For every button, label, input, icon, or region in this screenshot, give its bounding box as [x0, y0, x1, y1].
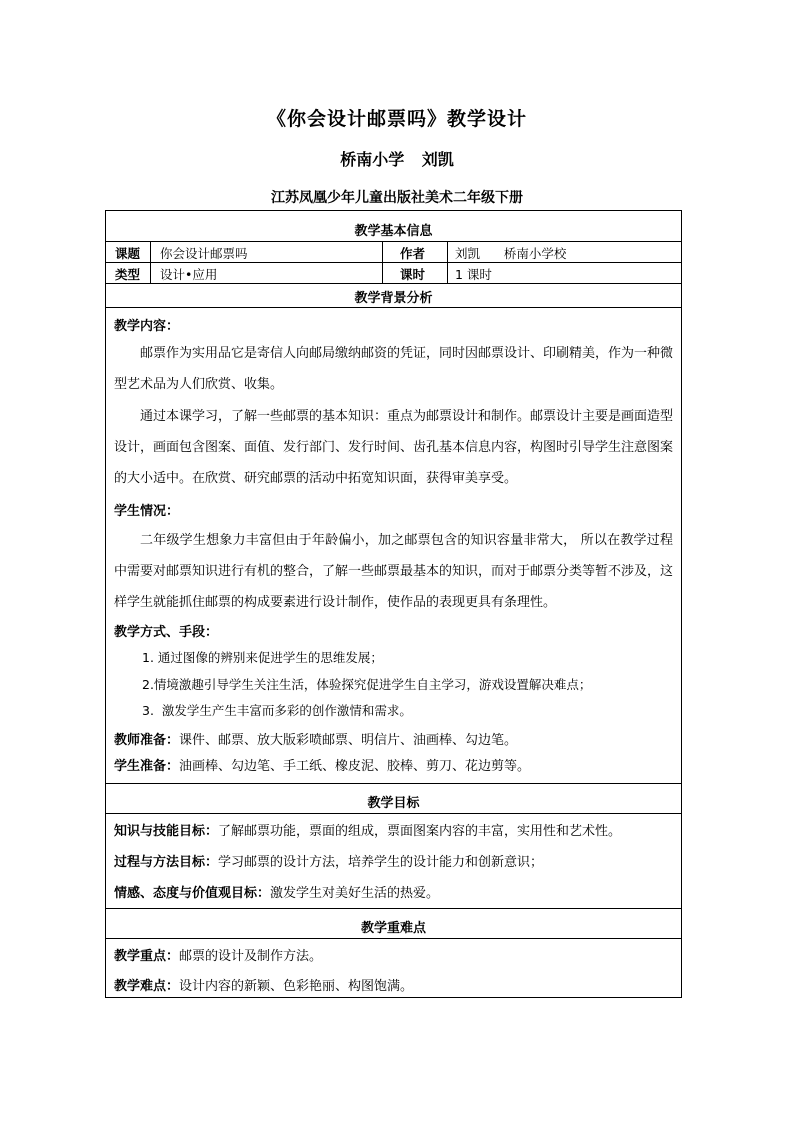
content-paragraph-2: 通过本课学习，了解一些邮票的基本知识：重点为邮票设计和制作。邮票设计主要是画面造型设计，画面包含图案、面值、发行部门、发行时间、齿孔基本信息内容，构图时引导学生注意图案的大小适中。在欣赏、研究邮票的活动中拓宽知识面，获得审美享受。 — [114, 409, 674, 486]
section-background-heading: 教学背景分析 — [354, 291, 433, 306]
document-publisher: 江苏凤凰少年儿童出版社美术二年级下册 — [271, 190, 523, 206]
divider — [106, 908, 681, 909]
student-prep-text: 油画棒、勾边笔、手工纸、橡皮泥、胶棒、剪刀、花边剪等。 — [179, 759, 531, 774]
student-prep — [114, 755, 530, 774]
author-label: 作者 — [400, 246, 426, 261]
topic-value: 你会设计邮票吗 — [160, 246, 248, 261]
goal-process-text: 学习邮票的设计方法，培养学生的设计能力和创新意识； — [218, 855, 544, 870]
author-value: 刘凯 桥南小学校 — [455, 246, 567, 261]
key-point — [114, 945, 322, 964]
content-label: 教学内容： — [114, 319, 180, 334]
type-label: 类型 — [115, 267, 141, 282]
difficult-point-label: 教学难点： — [114, 979, 180, 994]
content-paragraph-1: 邮票作为实用品它是寄信人向邮局缴纳邮资的凭证，同时因邮票设计、印刷精美，作为一种微型艺术品为人们欣赏、收集。 — [114, 346, 674, 392]
methods-item-1: 1. 通过图像的辨别来促进学生的思维发展； — [142, 650, 383, 665]
document-author: 桥南小学 刘凯 — [340, 150, 454, 169]
students-paragraph: 二年级学生想象力丰富但由于年龄偏小，加之邮票包含的知识容量非常大， 所以在教学过程中需要对邮票知识进行有机的整合，了解一些邮票最基本的知识，而对于邮票分类等暂不涉及，这样学生就能抓住邮票的构成要素进行设计制作，使作品的表现更具有条理性。 — [114, 533, 674, 610]
type-value: 设计•应用 — [160, 267, 218, 282]
key-point-text: 邮票的设计及制作方法。 — [179, 949, 323, 964]
divider — [106, 241, 681, 242]
topic-label: 课题 — [115, 246, 141, 261]
methods-item-2: 2.情境激趣引导学生关注生活，体验探究促进学生自主学习，游戏设置解决难点； — [142, 677, 592, 692]
document-title: 《你会设计邮票吗》教学设计 — [266, 108, 527, 130]
lesson-plan-table — [105, 210, 682, 998]
goal-emotion-text: 激发学生对美好生活的热爱。 — [270, 886, 440, 901]
teacher-prep-label: 教师准备： — [114, 733, 180, 748]
goal-knowledge-label: 知识与技能目标： — [114, 824, 219, 839]
key-point-label: 教学重点： — [114, 949, 180, 964]
divider — [106, 262, 681, 263]
section-basic-info-heading: 教学基本信息 — [354, 224, 433, 239]
hours-label: 课时 — [400, 267, 426, 282]
methods-label: 教学方式、手段： — [114, 625, 219, 640]
goal-process — [114, 851, 543, 870]
teacher-prep-text: 课件、邮票、放大版彩喷邮票、明信片、油画棒、勾边笔。 — [179, 733, 518, 748]
goal-emotion — [114, 882, 439, 901]
divider — [106, 307, 681, 308]
section-keypoints-heading: 教学重难点 — [360, 921, 426, 936]
divider — [106, 813, 681, 814]
goal-knowledge-text: 了解邮票功能，票面的组成，票面图案内容的丰富，实用性和艺术性。 — [218, 824, 622, 839]
divider — [106, 938, 681, 939]
student-prep-label: 学生准备： — [114, 759, 180, 774]
difficult-point-text: 设计内容的新颖、色彩艳丽、构图饱满。 — [179, 979, 414, 994]
divider — [106, 783, 681, 784]
divider — [106, 283, 681, 284]
goal-process-label: 过程与方法目标： — [114, 855, 219, 870]
goal-emotion-label: 情感、态度与价值观目标： — [114, 886, 271, 901]
difficult-point — [114, 975, 413, 994]
teacher-prep — [114, 729, 517, 748]
section-goals-heading: 教学目标 — [367, 796, 420, 811]
goal-knowledge — [114, 820, 621, 839]
methods-item-3: 3. 激发学生产生丰富而多彩的创作激情和需求。 — [142, 703, 412, 718]
students-label: 学生情况： — [114, 504, 180, 519]
hours-value: 1 课时 — [455, 267, 492, 282]
